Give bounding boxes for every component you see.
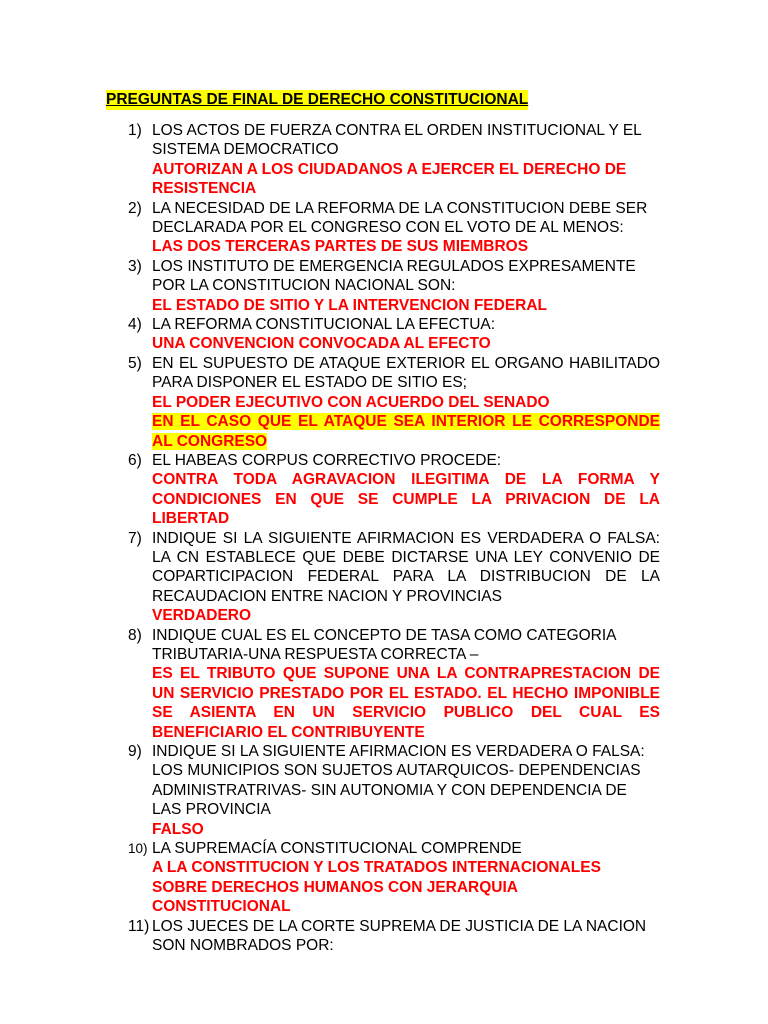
question-text: LA REFORMA CONSTITUCIONAL LA EFECTUA: <box>152 316 496 334</box>
question-item <box>0 121 768 199</box>
question-text: INDIQUE SI LA SIGUIENTE AFIRMACION ES VERDADERA O FALSA: LOS MUNICIPIOS SON SUJETOS AUTARQUICOS- DEPENDENCIAS ADMINISTRATRIVAS- SIN AUTONOMIA Y CON DEPENDENCIA DE LAS PROVINCIA <box>152 743 645 819</box>
question-text: LOS INSTITUTO DE EMERGENCIA REGULADOS EXPRESAMENTE POR LA CONSTITUCION NACIONAL SON: <box>152 257 636 295</box>
document-title: PREGUNTAS DE FINAL DE DERECHO CONSTITUCIONAL <box>106 91 529 108</box>
question-list <box>0 121 768 955</box>
answer-text: ES EL TRIBUTO QUE SUPONE UNA LA CONTRAPRESTACION DE UN SERVICIO PRESTADO POR EL ESTADO. EL HECHO IMPONIBLE SE ASIENTA EN UN SERVICIO PUBLICO DEL CUAL ES BENEFICIARIO EL CONTRIBUYENTE <box>152 665 660 741</box>
answer-text: UNA CONVENCION CONVOCADA AL EFECTO <box>152 335 491 353</box>
question-text: LA SUPREMACÍA CONSTITUCIONAL COMPRENDE <box>152 840 522 858</box>
question-text: EL HABEAS CORPUS CORRECTIVO PROCEDE: <box>152 451 502 469</box>
answer-text: EL ESTADO DE SITIO Y LA INTERVENCION FEDERAL <box>152 296 548 314</box>
question-number: 2) <box>128 199 142 217</box>
answer-text: VERDADERO <box>152 607 252 625</box>
question-item <box>0 199 768 257</box>
question-number: 8) <box>128 626 142 644</box>
question-number: 5) <box>128 354 142 372</box>
answer-text: LAS DOS TERCERAS PARTES DE SUS MIEMBROS <box>152 238 529 256</box>
question-text: INDIQUE CUAL ES EL CONCEPTO DE TASA COMO CATEGORIA TRIBUTARIA-UNA RESPUESTA CORRECTA – <box>152 626 616 663</box>
question-item <box>0 451 768 529</box>
question-number: 11) <box>128 917 150 935</box>
highlight-mark: EN EL CASO QUE EL ATAQUE SEA INTERIOR LE CORRESPONDE AL CONGRESO <box>152 413 660 450</box>
question-item <box>0 742 768 839</box>
question-item <box>0 626 768 742</box>
question-number: 9) <box>128 743 142 760</box>
question-number: 10) <box>128 841 148 857</box>
question-text: INDIQUE SI LA SIGUIENTE AFIRMACION ES VERDADERA O FALSA: LA CN ESTABLECE QUE DEBE DICTARSE UNA LEY CONVENIO DE COPARTICIPACION FEDERAL PARA LA DISTRIBUCION DE LA RECAUDACION ENTRE NACION Y PROVINCIAS <box>152 529 660 605</box>
question-text: EN EL SUPUESTO DE ATAQUE EXTERIOR EL ORGANO HABILITADO PARA DISPONER EL ESTADO DE SITIO ES; <box>152 354 660 392</box>
question-number: 4) <box>128 316 142 334</box>
question-item <box>0 315 768 354</box>
answer-text: CONTRA TODA AGRAVACION ILEGITIMA DE LA FORMA Y CONDICIONES EN QUE SE CUMPLE LA PRIVACION DE LA LIBERTAD <box>152 471 660 528</box>
question-number: 1) <box>128 122 142 139</box>
question-item <box>0 354 768 451</box>
question-number: 6) <box>128 451 142 469</box>
question-text: LOS JUECES DE LA CORTE SUPREMA DE JUSTICIA DE LA NACION SON NOMBRADOS POR: <box>152 917 647 955</box>
question-text: LOS ACTOS DE FUERZA CONTRA EL ORDEN INSTITUCIONAL Y EL SISTEMA DEMOCRATICO <box>152 122 642 159</box>
answer-text: A LA CONSTITUCION Y LOS TRATADOS INTERNACIONALES SOBRE DERECHOS HUMANOS CON JERARQUIA CONSTITUCIONAL <box>152 859 601 916</box>
question-text: LA NECESIDAD DE LA REFORMA DE LA CONSTITUCION DEBE SER DECLARADA POR EL CONGRESO CON EL VOTO DE AL MENOS: <box>152 199 648 237</box>
question-number: 3) <box>128 257 142 275</box>
question-item <box>0 529 768 626</box>
question-number: 7) <box>128 529 142 547</box>
answer-text: FALSO <box>152 820 204 838</box>
question-item <box>0 257 768 315</box>
answer-text-highlighted <box>152 412 660 451</box>
question-item <box>0 839 768 917</box>
answer-text: AUTORIZAN A LOS CIUDADANOS A EJERCER EL DERECHO DE RESISTENCIA <box>152 160 627 198</box>
answer-text: EL PODER EJECUTIVO CON ACUERDO DEL SENADO <box>152 393 550 411</box>
question-item <box>0 917 768 956</box>
